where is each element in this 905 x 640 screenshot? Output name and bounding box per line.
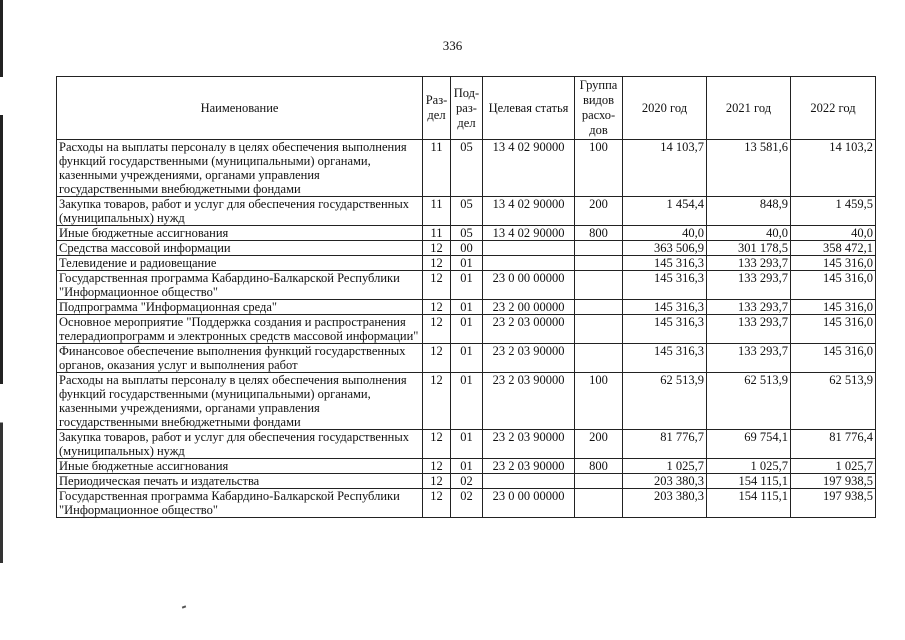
table-row (57, 300, 876, 315)
cell-y2022: 145 316,0 (791, 315, 876, 344)
cell-y2022: 145 316,0 (791, 256, 876, 271)
cell-vr: 800 (575, 459, 623, 474)
cell-y2020: 62 513,9 (623, 373, 707, 430)
cell-rz: 11 (423, 197, 451, 226)
cell-rz: 12 (423, 430, 451, 459)
cell-vr (575, 315, 623, 344)
cell-y2022: 40,0 (791, 226, 876, 241)
cell-y2020: 14 103,7 (623, 140, 707, 197)
table-row (57, 373, 876, 430)
cell-pr: 05 (451, 140, 483, 197)
cell-y2022: 358 472,1 (791, 241, 876, 256)
cell-pr: 02 (451, 489, 483, 518)
cell-rz: 12 (423, 489, 451, 518)
cell-vr (575, 489, 623, 518)
cell-y2020: 1 025,7 (623, 459, 707, 474)
cell-vr: 200 (575, 197, 623, 226)
cell-pr: 02 (451, 474, 483, 489)
cell-name: Закупка товаров, работ и услуг для обеспечения государственных (муниципальных) нужд (57, 197, 423, 226)
cell-vr (575, 344, 623, 373)
cell-y2022: 145 316,0 (791, 344, 876, 373)
cell-cs: 23 2 03 90000 (483, 459, 575, 474)
cell-y2021: 69 754,1 (707, 430, 791, 459)
table-row (57, 226, 876, 241)
cell-y2020: 363 506,9 (623, 241, 707, 256)
cell-pr: 05 (451, 197, 483, 226)
cell-rz: 12 (423, 241, 451, 256)
cell-y2022: 197 938,5 (791, 489, 876, 518)
header-name: Наименование (57, 77, 423, 140)
cell-rz: 12 (423, 256, 451, 271)
header-target: Целевая статья (483, 77, 575, 140)
cell-name: Государственная программа Кабардино-Балкарской Республики "Информационное общество" (57, 271, 423, 300)
cell-cs: 23 2 03 90000 (483, 430, 575, 459)
table-row (57, 430, 876, 459)
header-2022: 2022 год (791, 77, 876, 140)
cell-vr: 100 (575, 140, 623, 197)
cell-pr: 01 (451, 256, 483, 271)
cell-y2021: 133 293,7 (707, 344, 791, 373)
cell-pr: 00 (451, 241, 483, 256)
cell-y2021: 133 293,7 (707, 315, 791, 344)
cell-pr: 01 (451, 271, 483, 300)
cell-vr (575, 271, 623, 300)
cell-y2022: 197 938,5 (791, 474, 876, 489)
cell-y2021: 62 513,9 (707, 373, 791, 430)
budget-table (56, 76, 876, 518)
header-section: Раз-дел (423, 77, 451, 140)
cell-vr: 800 (575, 226, 623, 241)
cell-y2020: 1 454,4 (623, 197, 707, 226)
table-row (57, 241, 876, 256)
cell-y2021: 133 293,7 (707, 256, 791, 271)
cell-name: Финансовое обеспечение выполнения функций государственных органов, оказания услуг и выполнения работ (57, 344, 423, 373)
cell-y2020: 145 316,3 (623, 344, 707, 373)
table-row (57, 315, 876, 344)
cell-y2022: 62 513,9 (791, 373, 876, 430)
page-number: 336 (442, 38, 463, 53)
cell-vr: 200 (575, 430, 623, 459)
cell-y2021: 40,0 (707, 226, 791, 241)
cell-cs: 13 4 02 90000 (483, 140, 575, 197)
cell-y2021: 133 293,7 (707, 300, 791, 315)
cell-cs (483, 241, 575, 256)
cell-y2022: 81 776,4 (791, 430, 876, 459)
cell-pr: 01 (451, 300, 483, 315)
cell-cs: 23 2 03 90000 (483, 373, 575, 430)
cell-cs: 13 4 02 90000 (483, 226, 575, 241)
cell-vr (575, 241, 623, 256)
cell-cs: 13 4 02 90000 (483, 197, 575, 226)
cell-pr: 01 (451, 315, 483, 344)
cell-y2020: 203 380,3 (623, 474, 707, 489)
cell-name: Основное мероприятие "Поддержка создания и распространения телерадиопрограмм и электронных средств массовой информации" (57, 315, 423, 344)
cell-y2022: 14 103,2 (791, 140, 876, 197)
table-row (57, 474, 876, 489)
cell-y2020: 40,0 (623, 226, 707, 241)
cell-y2020: 145 316,3 (623, 315, 707, 344)
cell-y2020: 145 316,3 (623, 271, 707, 300)
cell-cs (483, 474, 575, 489)
table-row (57, 489, 876, 518)
header-2021: 2021 год (707, 77, 791, 140)
cell-y2021: 13 581,6 (707, 140, 791, 197)
table-row (57, 459, 876, 474)
cell-y2020: 145 316,3 (623, 256, 707, 271)
cell-y2020: 145 316,3 (623, 300, 707, 315)
cell-y2021: 848,9 (707, 197, 791, 226)
cell-name: Закупка товаров, работ и услуг для обеспечения государственных (муниципальных) нужд (57, 430, 423, 459)
cell-name: Расходы на выплаты персоналу в целях обеспечения выполнения функций государственными (муниципальными) органами, казенными учреждениями, органами управления государственными внебюджетными фондами (57, 140, 423, 197)
table-row (57, 256, 876, 271)
cell-y2022: 1 025,7 (791, 459, 876, 474)
cell-name: Государственная программа Кабардино-Балкарской Республики "Информационное общество" (57, 489, 423, 518)
cell-y2020: 81 776,7 (623, 430, 707, 459)
scan-speck (182, 605, 186, 608)
cell-cs: 23 2 00 00000 (483, 300, 575, 315)
header-subsection: Под-раз-дел (451, 77, 483, 140)
cell-rz: 11 (423, 140, 451, 197)
cell-cs: 23 2 03 00000 (483, 315, 575, 344)
cell-y2022: 1 459,5 (791, 197, 876, 226)
cell-name: Подпрограмма "Информационная среда" (57, 300, 423, 315)
cell-rz: 12 (423, 459, 451, 474)
cell-pr: 05 (451, 226, 483, 241)
cell-rz: 12 (423, 373, 451, 430)
cell-pr: 01 (451, 344, 483, 373)
cell-rz: 11 (423, 226, 451, 241)
table-row (57, 197, 876, 226)
cell-name: Телевидение и радиовещание (57, 256, 423, 271)
cell-y2022: 145 316,0 (791, 271, 876, 300)
cell-name: Иные бюджетные ассигнования (57, 226, 423, 241)
cell-name: Расходы на выплаты персоналу в целях обеспечения выполнения функций государственными (муниципальными) органами, казенными учреждениями, органами управления государственными внебюджетными фондами (57, 373, 423, 430)
cell-y2021: 133 293,7 (707, 271, 791, 300)
cell-rz: 12 (423, 344, 451, 373)
cell-y2021: 154 115,1 (707, 474, 791, 489)
cell-rz: 12 (423, 271, 451, 300)
cell-y2021: 301 178,5 (707, 241, 791, 256)
cell-name: Иные бюджетные ассигнования (57, 459, 423, 474)
cell-y2021: 1 025,7 (707, 459, 791, 474)
cell-name: Средства массовой информации (57, 241, 423, 256)
scan-edge-mark (0, 0, 3, 640)
cell-y2020: 203 380,3 (623, 489, 707, 518)
table-row (57, 271, 876, 300)
cell-y2022: 145 316,0 (791, 300, 876, 315)
header-2020: 2020 год (623, 77, 707, 140)
cell-pr: 01 (451, 459, 483, 474)
cell-cs (483, 256, 575, 271)
cell-rz: 12 (423, 300, 451, 315)
cell-cs: 23 0 00 00000 (483, 489, 575, 518)
cell-vr (575, 256, 623, 271)
cell-pr: 01 (451, 430, 483, 459)
table-row (57, 344, 876, 373)
cell-vr (575, 474, 623, 489)
cell-y2021: 154 115,1 (707, 489, 791, 518)
header-group: Группа видов расхо-дов (575, 77, 623, 140)
cell-cs: 23 0 00 00000 (483, 271, 575, 300)
table-row (57, 140, 876, 197)
cell-rz: 12 (423, 474, 451, 489)
cell-rz: 12 (423, 315, 451, 344)
cell-name: Периодическая печать и издательства (57, 474, 423, 489)
cell-vr: 100 (575, 373, 623, 430)
cell-pr: 01 (451, 373, 483, 430)
cell-cs: 23 2 03 90000 (483, 344, 575, 373)
table-header-row (57, 77, 876, 140)
cell-vr (575, 300, 623, 315)
